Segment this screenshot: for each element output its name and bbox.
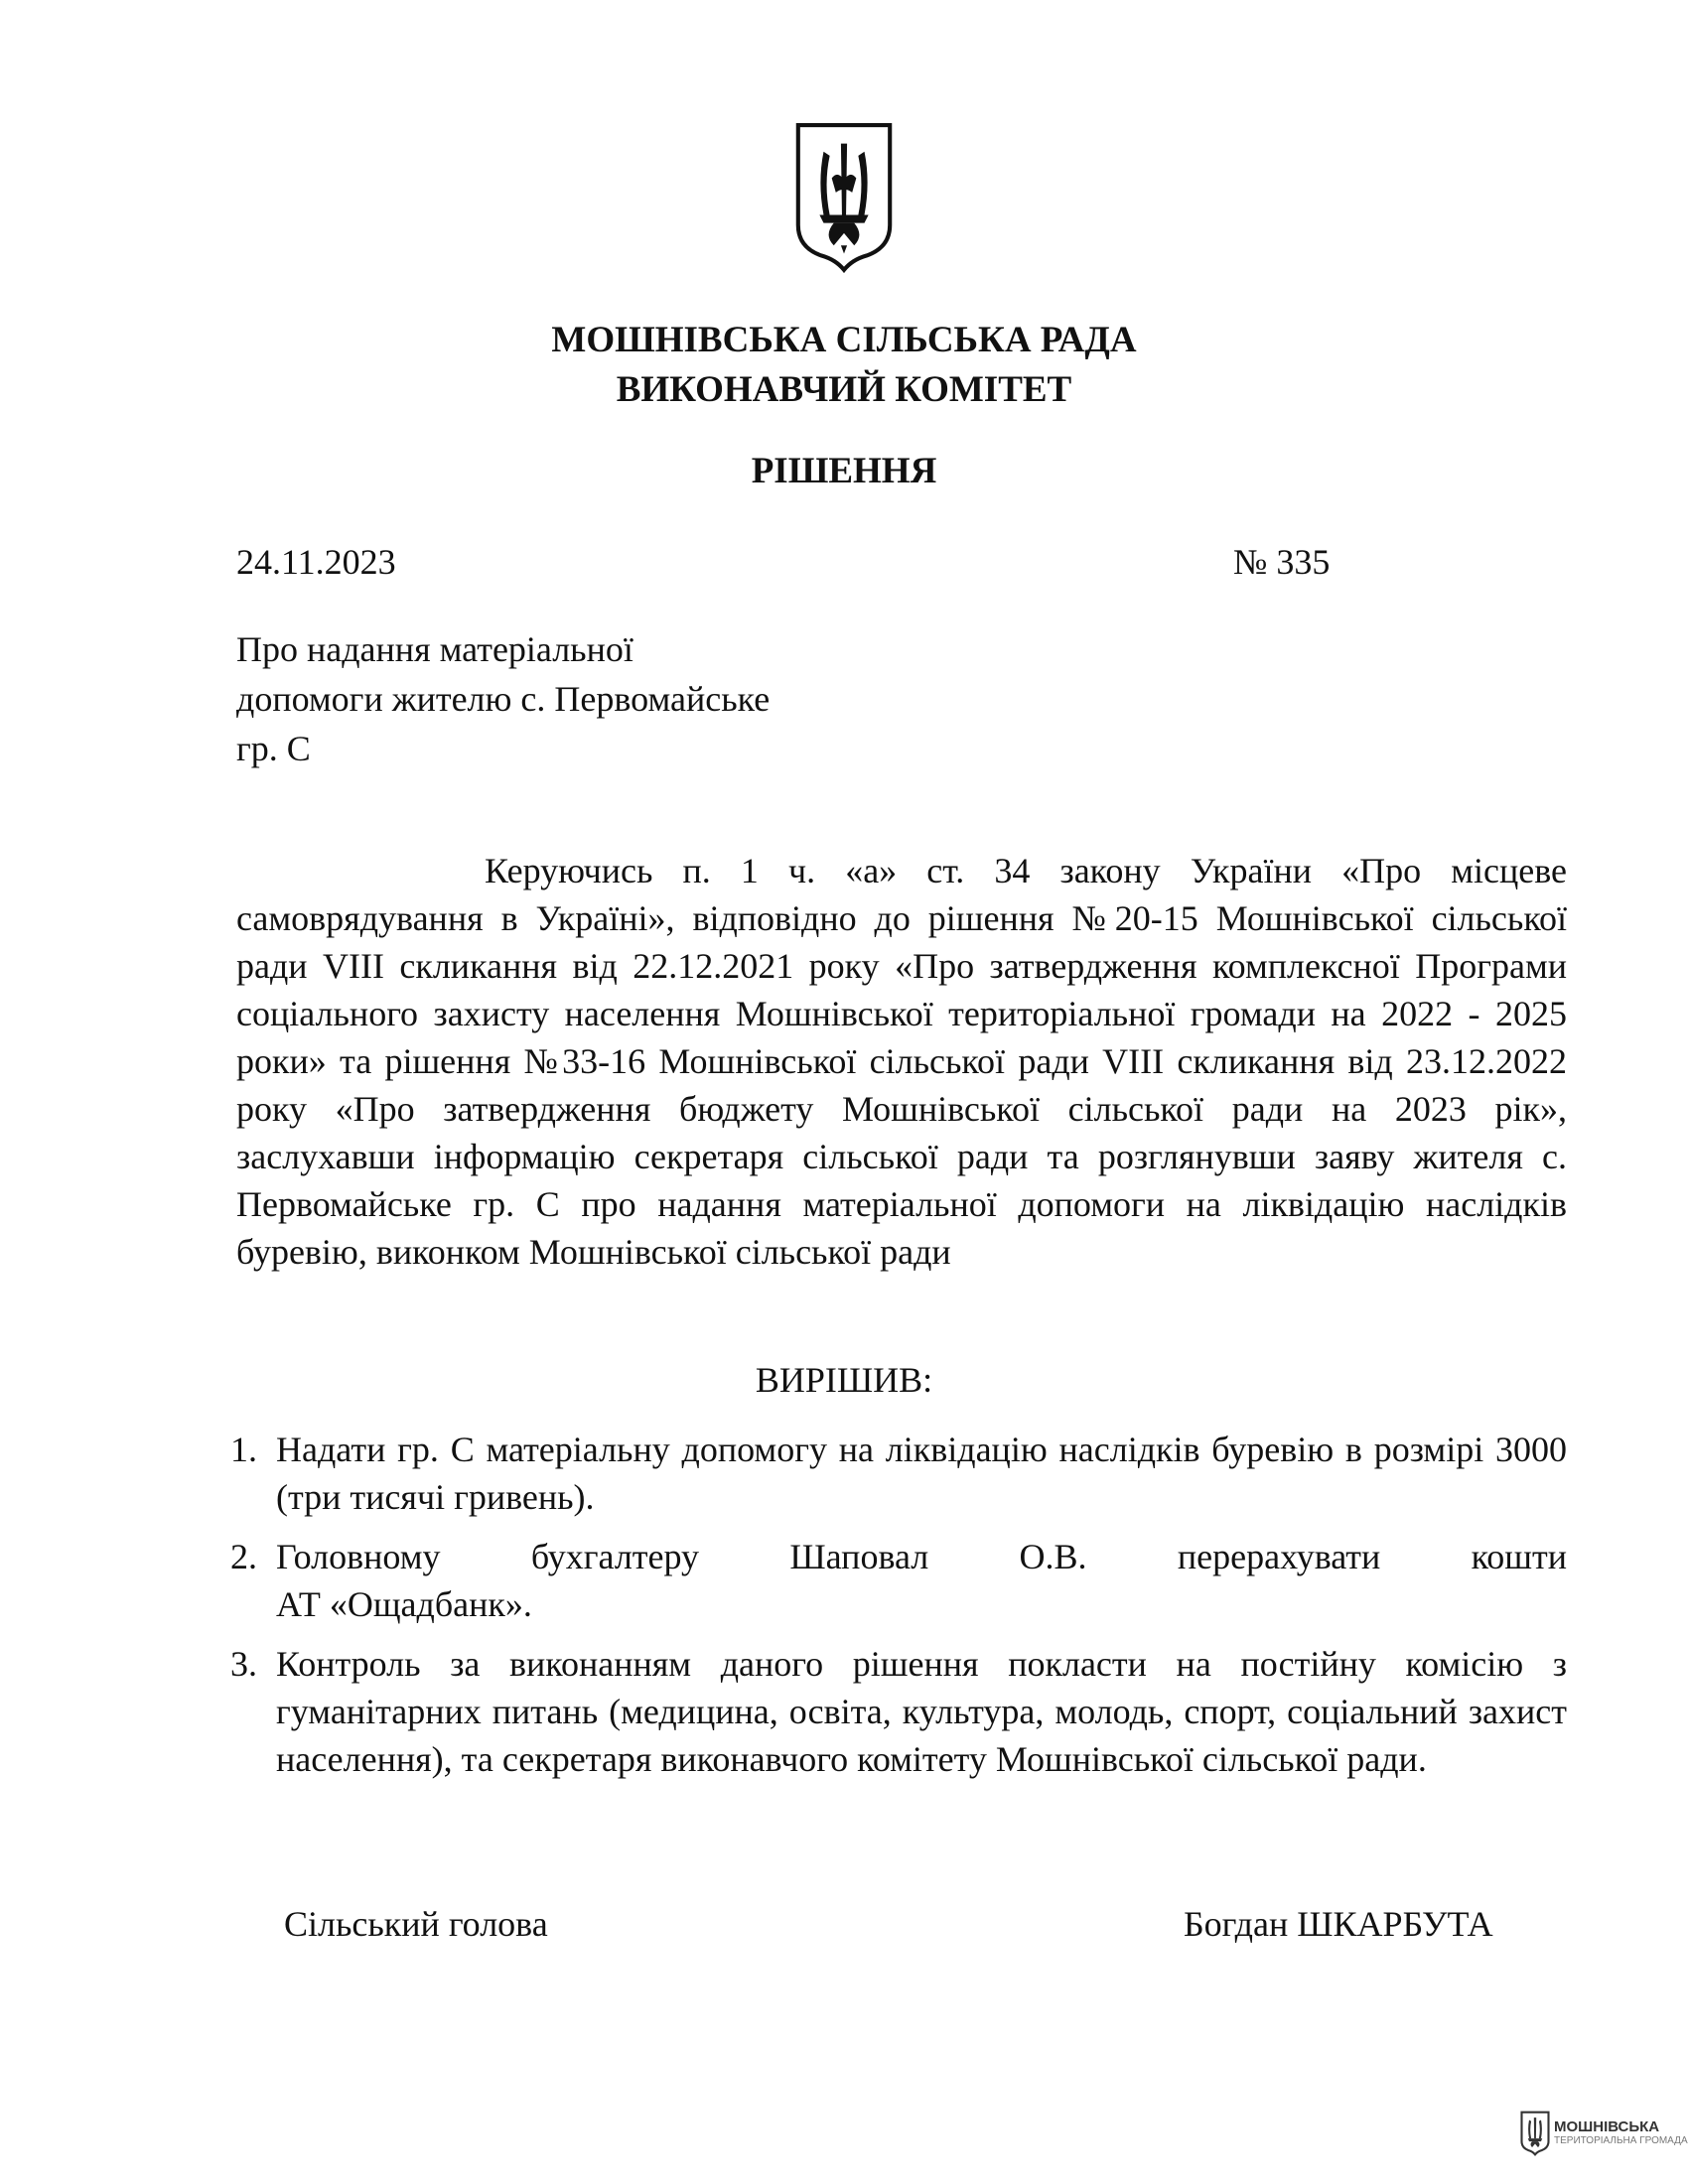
resolution-item-2: [230, 1533, 1567, 1628]
subject-line-2: допомоги жителю с. Первомайське: [236, 679, 771, 719]
community-logo: [1520, 2110, 1688, 2157]
committee-name: ВИКОНАВЧИЙ КОМІТЕТ: [616, 369, 1072, 410]
organization-name: МОШНІВСЬКА СІЛЬСЬКА РАДА: [551, 320, 1137, 360]
trident-icon: [1520, 2110, 1550, 2157]
resolution-item-1: [230, 1426, 1567, 1521]
resolved-heading: ВИРІШИВ:: [755, 1360, 933, 1400]
subject-line-1: Про надання матеріальної: [236, 629, 633, 669]
item-text: Контроль за виконанням даного рішення покласти на постійну комісію з гуманітарних питань (медицина, освіта, культура, молодь, спорт, соціальний захист населення), та секретаря виконавчого комітету Мошнівської сільської ради.: [276, 1644, 1567, 1779]
document-title: РІШЕННЯ: [751, 451, 937, 491]
item-number: 3.: [230, 1644, 257, 1684]
document-date: 24.11.2023: [236, 542, 396, 582]
document-number: № 335: [1233, 542, 1331, 582]
preamble-paragraph: Керуючись п. 1 ч. «а» ст. 34 закону України «Про місцеве самоврядування в Україні», відповідно до рішення №20-15 Мошнівської сільської ради VIII скликання від 22.12.2021 року «Про затвердження комплексної Програми соціального захисту населення Мошнівської територіальної громади на 2022 - 2025 роки» та рішення №33-16 Мошнівської сільської ради VIII скликання від 23.12.2022 року «Про затвердження бюджету Мошнівської сільської ради на 2023 рік», заслухавши інформацію секретаря сільської ради та розглянувши заяву жителя с. Первомайське гр. С про надання матеріальної допомоги на ліквідацію наслідків буревію, виконком Мошнівської сільської ради: [236, 851, 1567, 1272]
signatory-name: Богдан ШКАРБУТА: [1184, 1904, 1493, 1944]
logo-title: МОШНІВСЬКА: [1554, 2118, 1660, 2135]
item-text: Надати гр. С матеріальну допомогу на ліквідацію наслідків буревію в розмірі 3000 (три тисячі гривень).: [276, 1430, 1567, 1517]
item-number: 1.: [230, 1430, 257, 1469]
coat-of-arms-icon: [792, 121, 896, 274]
organization-header: [0, 316, 1688, 415]
item-text-line-2: АТ «Ощадбанк».: [276, 1584, 532, 1624]
logo-subtitle: ТЕРИТОРІАЛЬНА ГРОМАДА: [1554, 2135, 1688, 2146]
item-number: 2.: [230, 1537, 257, 1576]
signatory-position: Сільський голова: [284, 1904, 548, 1944]
resolution-items: [230, 1426, 1567, 1795]
item-text-line-1: Головному бухгалтеру Шаповал О.В. перерахувати кошти: [276, 1537, 1567, 1576]
resolution-item-3: [230, 1640, 1567, 1783]
document-subject: [236, 624, 770, 773]
subject-line-3: гр. С: [236, 729, 311, 768]
